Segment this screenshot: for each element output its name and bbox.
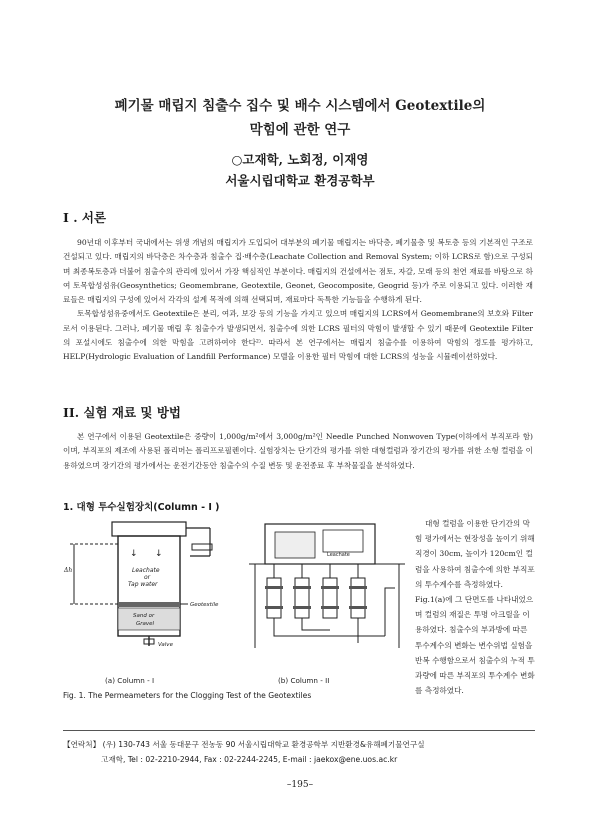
paper-affiliation: 서울시립대학교 환경공학부 [225,173,375,188]
geotextile-label: Geotextile [190,602,219,608]
section1-paragraph1: 90년대 이후부터 국내에서는 위생 개념의 매립지가 도입되어 대부분의 폐기물 매립지는 바닥층, 폐기물층 및 복토층 등의 기본적인 구조로 건설되고 있다. 매립지의 바닥층은 차수층과 침출수 집·배수층(Leachate Collection and Removal System; 이하 LCRS로 함)으로 구성되며 최종복토층과 더불어 침출수의 관리에 있어서 가장 핵심적인 부분이다. 매립지의 건설에서는 점토, 자갈, 모래 등의 천연 재료를 바탕으로 하여 토목합성섬유(Geosynthetics; Geomembrane, Geotextile, Geonet, Geocomposite, Geogrid 등)가 주로 이용되고 있다. 이러한 재료들은 매립지의 구성에 있어서 각각의 설계 목적에 의해 선택되며, 재료마다 독특한 기능들을 수행하게 된다. [63,238,533,305]
leachate-label-3: Tap water [128,581,158,588]
section1-body [63,236,533,365]
figure-side-paragraph: 대형 컬럼을 이용한 단기간의 막힘 평가에서는 현장성을 높이기 위해 직경이 30cm, 높이가 120cm인 컬럼을 사용하여 침출수에 의한 부직포의 투수계수를 측정하였다. Fig.1(a)에 그 단면도를 나타내었으며 컬럼의 재질은 투명 아크릴을 이용하였다. 침출수의 부과방에 따른 투수계수의 변화는 변수위법 실험을 반복 수행함으로서 침출수의 누적 투과량에 따른 부직포의 투수계수 변화를 측정하였다. [415,519,535,696]
contact-block [63,738,543,767]
figure-caption: Fig. 1. The Permeameters for the Clogging Test of the Geotextiles [63,691,312,700]
section2-paragraph1: 본 연구에서 이용된 Geotextile은 중량이 1,000g/m²에서 3,000g/m²인 Needle Punched Nonwoven Type(이하에서 부직포라 함)이며, 부직포의 제조에 사용된 폴리머는 폴리프로필렌이다. 실험장치는 단기간의 평가를 위한 대형컬럼과 장기간의 평가를 위한 소형 컬럼을 이용하였으며 장기간의 평가에서는 운전기간동안 침출수의 수질 변동 및 운전종료 후 부착물질을 분석하였다. [63,432,533,470]
contact-line2: 고재학, Tel : 02-2210-2944, Fax : 02-2244-2245, E-mail : jaekox@ene.uos.ac.kr [101,754,398,764]
sand-label-1: Sand or [133,613,155,619]
svg-text:↓: ↓ [130,549,138,559]
paper-title-line1: 폐기물 매립지 침출수 집수 및 배수 시스템에서 Geotextile의 [114,98,486,114]
svg-text:↓: ↓ [155,549,163,559]
figure-caption-b: (b) Column - II [278,676,330,685]
paper-title-line2: 막힘에 관한 연구 [249,122,351,138]
footer-rule [63,730,535,731]
leachate-label-1: Leachate [132,567,160,574]
leachate-label-2: or [144,574,151,581]
valve-label: Valve [158,642,173,648]
figure-side-text [415,516,535,698]
sand-label-2: Gravel [136,621,155,627]
section1-paragraph2: 토목합성섬유중에서도 Geotextile은 분리, 여과, 보강 등의 기능을 가지고 있으며 매립지의 LCRS에서 Geomembrane의 보호와 Filter로서 이용된다. 그러나, 폐기물 매립 후 침출수가 발생되면서, 침출수에 의한 LCRS 필터의 막힘이 발생할 수 있기 때문에 Geotextile Filter의 포설시에도 침출수에 의한 막힘을 고려하여야 한다²⁾. 따라서 본 연구에서는 매립지 침출수를 이용하여 막힘의 정도를 평가하고, HELP(Hydrologic Evaluation of Landfill Performance) 모델을 이용한 필터 막힘에 대한 LCRS의 성능을 시뮬레이션하였다. [63,309,533,362]
page-number: –195– [286,780,314,790]
column-2-diagram [245,518,410,653]
figure-subheading: 1. 대형 투수실험장치(Column - I ) [63,502,220,513]
contact-line1: 【연락처】 (우) 130-743 서울 동대문구 전농동 90 서울시립대학교 환경공학부 지반환경&유해폐기물연구실 [63,740,425,749]
section2-body [63,430,533,473]
paper-authors: ○고재학, 노회정, 이재영 [231,152,369,167]
dh-label: Δh [64,567,73,574]
column-1-diagram [60,516,240,651]
leachate-tank-label: Leachate [327,552,350,558]
section1-heading: I . 서론 [63,210,107,225]
section2-heading: II. 실험 재료 및 방법 [63,405,181,420]
figure-caption-a: (a) Column - I [105,676,155,685]
